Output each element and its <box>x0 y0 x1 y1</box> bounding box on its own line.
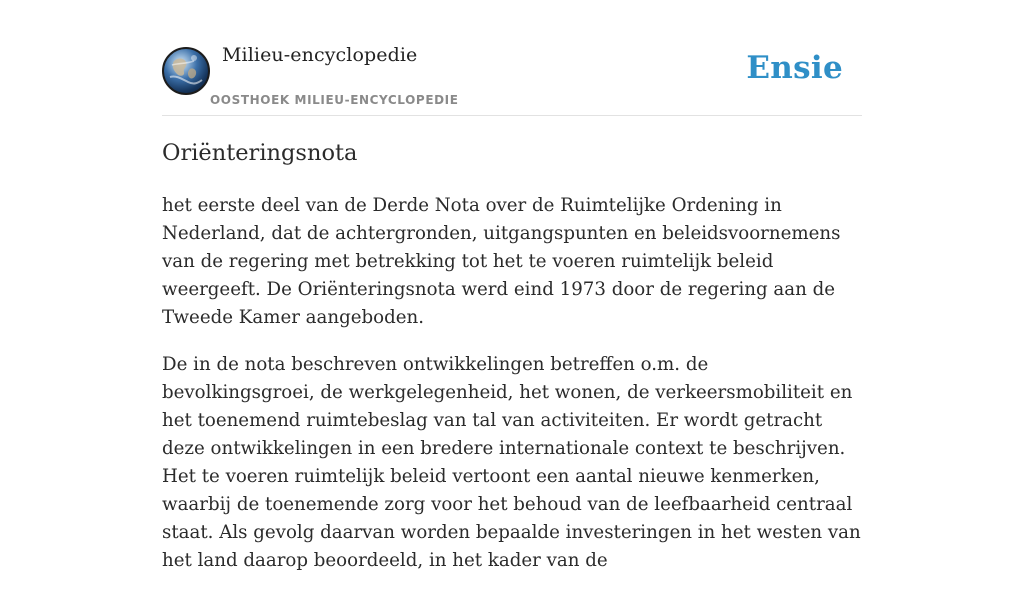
page-title: Oriënteringsnota <box>162 140 358 166</box>
site-name[interactable]: Milieu-encyclopedie <box>222 44 418 66</box>
article-paragraph: De in de nota beschreven ontwikkelingen betreffen o.m. de bevolkingsgroei, de werkgelegenheid, het wonen, de verkeersmobiliteit en het toenemend ruimtebeslag van tal van activiteiten. Er wordt getracht deze ontwikkelingen in een bredere internationale context te beschrijven. Het te voeren ruimtelijk beleid vertoont een aantal nieuwe kenmerken, waarbij de toenemende zorg voor het behoud van de leefbaarheid centraal staat. Als gevolg daarvan worden bepaalde investeringen in het westen van het land daarop beoordeeld, in het kader van de <box>162 354 861 571</box>
site-subtitle[interactable]: OOSTHOEK MILIEU-ENCYCLOPEDIE <box>210 93 459 107</box>
article-body <box>162 192 862 594</box>
brand-logo[interactable]: Ensie <box>746 50 843 86</box>
page-container <box>162 0 862 571</box>
earth-globe-icon[interactable] <box>162 47 210 95</box>
site-header <box>162 0 862 116</box>
article-paragraph: het eerste deel van de Derde Nota over de Ruimtelijke Ordening in Nederland, dat de achtergronden, uitgangspunten en beleidsvoornemens van de regering met betrekking tot het te voeren ruimtelijk beleid weergeeft. De Oriënteringsnota werd eind 1973 door de regering aan de Tweede Kamer aangeboden. <box>162 195 841 328</box>
